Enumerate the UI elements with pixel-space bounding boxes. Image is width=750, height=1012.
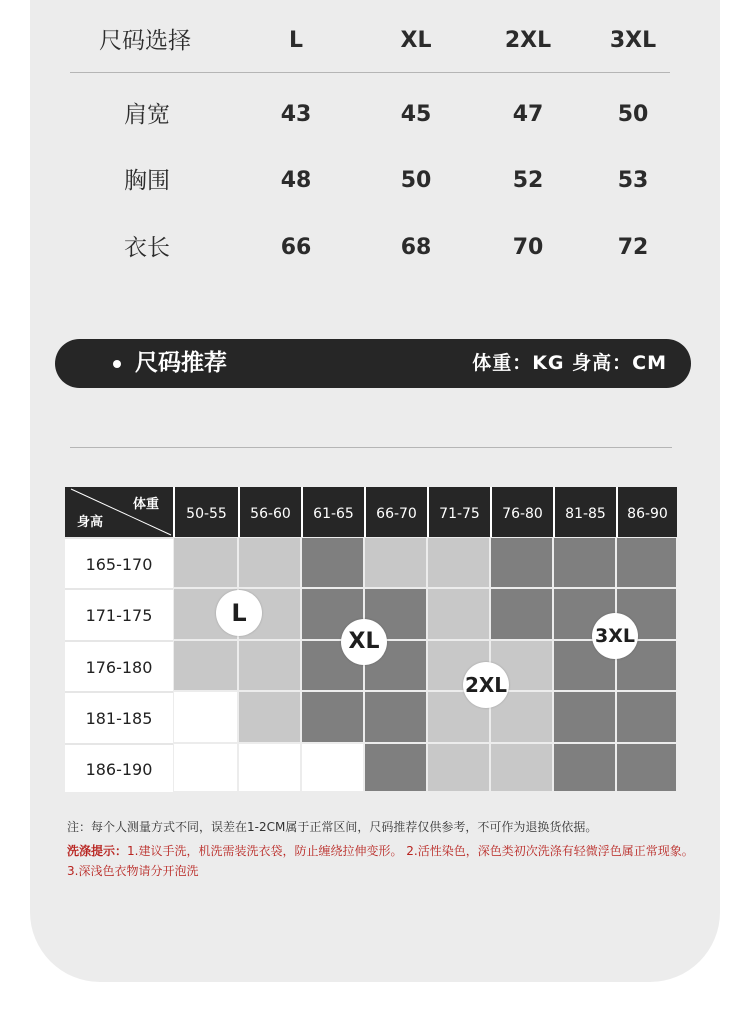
weight-col-header: 71-75 <box>427 487 490 537</box>
measure-note: 注：每个人测量方式不同，误差在1-2CM属于正常区间，尺码推荐仅供参考，不可作为退换货依据。 <box>67 820 598 834</box>
grid-cell <box>427 743 490 792</box>
size-recommend-grid <box>65 487 677 792</box>
height-row-header: 186-190 <box>65 743 173 792</box>
grid-cell <box>427 537 490 588</box>
size-col-l: L <box>288 28 304 53</box>
badge-xl: XL <box>341 619 387 665</box>
weight-col-header: 50-55 <box>173 487 238 537</box>
size-col-3xl: 3XL <box>609 28 657 53</box>
grid-cell <box>427 588 490 640</box>
size-col-xl: XL <box>400 28 432 53</box>
value-cell: 53 <box>617 168 649 193</box>
height-row-header: 171-175 <box>65 588 173 640</box>
value-cell: 47 <box>512 102 544 127</box>
badge-l: L <box>216 590 262 636</box>
badge-3xl: 3XL <box>592 613 638 659</box>
grid-cell <box>616 537 677 588</box>
row-label: 胸围 <box>124 168 170 194</box>
weight-col-header: 76-80 <box>490 487 553 537</box>
value-cell: 52 <box>512 168 544 193</box>
weight-col-header: 86-90 <box>616 487 677 537</box>
size-row-length <box>70 228 670 268</box>
badge-2xl: 2XL <box>463 662 509 708</box>
grid-cell <box>490 743 553 792</box>
size-recommend-banner <box>55 339 691 388</box>
grid-cell <box>616 743 677 792</box>
grid-cell <box>553 743 616 792</box>
grid-cell <box>364 691 427 743</box>
corner-weight-label: 体重 <box>132 497 159 512</box>
grid-cell <box>364 537 427 588</box>
grid-cell <box>490 537 553 588</box>
value-cell: 45 <box>400 102 432 127</box>
grid-cell <box>616 691 677 743</box>
size-table-header <box>70 21 670 61</box>
value-cell: 48 <box>280 168 312 193</box>
weight-col-header: 61-65 <box>301 487 364 537</box>
row-label: 衣长 <box>124 235 170 261</box>
weight-col-header: 56-60 <box>238 487 301 537</box>
section-divider <box>70 447 672 448</box>
value-cell: 50 <box>617 102 649 127</box>
grid-cell <box>173 691 238 743</box>
grid-cell <box>238 691 301 743</box>
size-col-2xl: 2XL <box>504 28 552 53</box>
wash-note <box>67 841 697 881</box>
value-cell: 50 <box>400 168 432 193</box>
banner-title: 尺码推荐 <box>135 350 227 376</box>
bullet-dot <box>113 360 121 368</box>
size-table-divider <box>70 72 670 73</box>
height-row-header: 181-185 <box>65 691 173 743</box>
grid-cell <box>238 537 301 588</box>
row-label: 肩宽 <box>124 102 170 128</box>
grid-cell <box>553 691 616 743</box>
grid-cell <box>301 691 364 743</box>
weight-col-header: 66-70 <box>364 487 427 537</box>
height-row-header: 176-180 <box>65 640 173 691</box>
wash-prefix: 洗涤提示： <box>67 844 128 858</box>
height-row-header: 165-170 <box>65 537 173 588</box>
value-cell: 66 <box>280 235 312 260</box>
corner-height-label: 身高 <box>77 515 104 530</box>
grid-cell <box>553 537 616 588</box>
size-row-chest <box>70 161 670 201</box>
grid-cell <box>238 640 301 691</box>
grid-cell <box>238 743 301 792</box>
grid-cell <box>490 588 553 640</box>
grid-corner <box>65 487 173 537</box>
value-cell: 70 <box>512 235 544 260</box>
size-row-shoulder <box>70 95 670 135</box>
grid-cell <box>173 743 238 792</box>
wash-text: 1.建议手洗，机洗需装洗衣袋，防止缠绕拉伸变形。 2.活性染色，深色类初次洗涤有轻微浮色属正常现象。3.深浅色衣物请分开泡洗 <box>67 844 694 878</box>
value-cell: 68 <box>400 235 432 260</box>
grid-cell <box>364 743 427 792</box>
value-cell: 72 <box>617 235 649 260</box>
grid-cell <box>301 537 364 588</box>
grid-cell <box>301 743 364 792</box>
banner-units: 体重：KG 身高：CM <box>472 352 667 374</box>
grid-cell <box>173 640 238 691</box>
weight-col-header: 81-85 <box>553 487 616 537</box>
value-cell: 43 <box>280 102 312 127</box>
size-select-label: 尺码选择 <box>99 28 191 54</box>
grid-cell <box>173 537 238 588</box>
